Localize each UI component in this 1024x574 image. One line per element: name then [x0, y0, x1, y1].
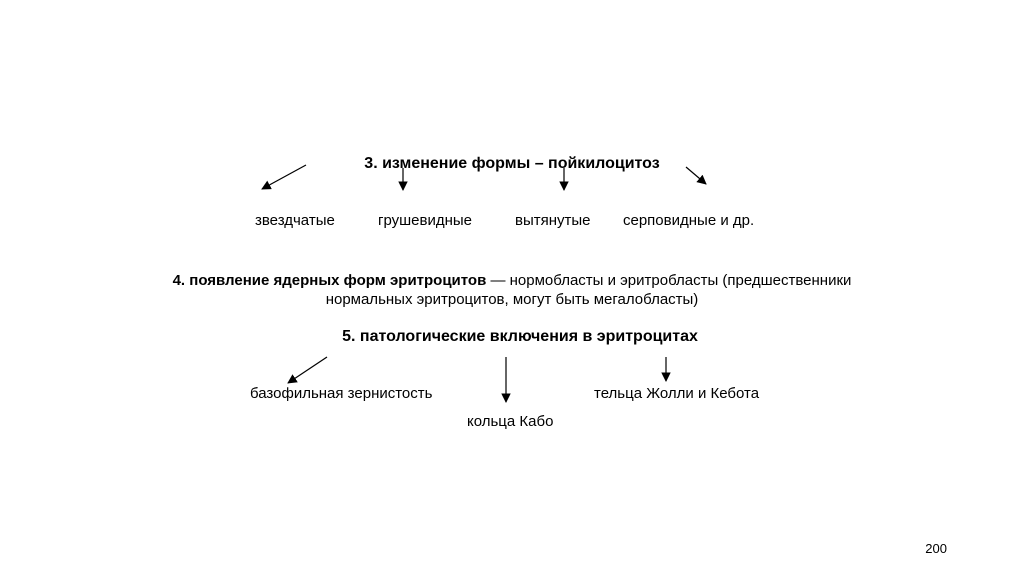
heading-inclusions: 5. патологические включения в эритроцитах: [342, 328, 698, 345]
inclusion-cabot-rings: кольца Кабо: [467, 413, 554, 430]
shape-sickle: серповидные и др.: [623, 212, 755, 229]
item-nuclear-forms-title: 4. появление ядерных форм эритроцитов: [172, 272, 487, 289]
shape-pear: грушевидные: [378, 212, 473, 229]
arrow-to-basophilic: [288, 357, 327, 383]
item-nuclear-forms-desc-2: нормальных эритроцитов, могут быть мегалобласты): [325, 291, 699, 308]
inclusion-howell-jolly: тельца Жолли и Кебота: [594, 385, 760, 402]
heading-poikilocytosis: 3. изменение формы – пойкилоцитоз: [364, 155, 660, 172]
page-number: 200: [925, 541, 947, 556]
item-nuclear-forms-desc: — нормобласты и эритробласты (предшественники: [486, 272, 852, 289]
shape-elongated: вытянутые: [515, 212, 591, 229]
item-nuclear-forms: [0, 271, 1024, 309]
inclusion-basophilic-stippling: базофильная зернистость: [250, 385, 433, 402]
shape-stellate: звездчатые: [255, 212, 335, 229]
